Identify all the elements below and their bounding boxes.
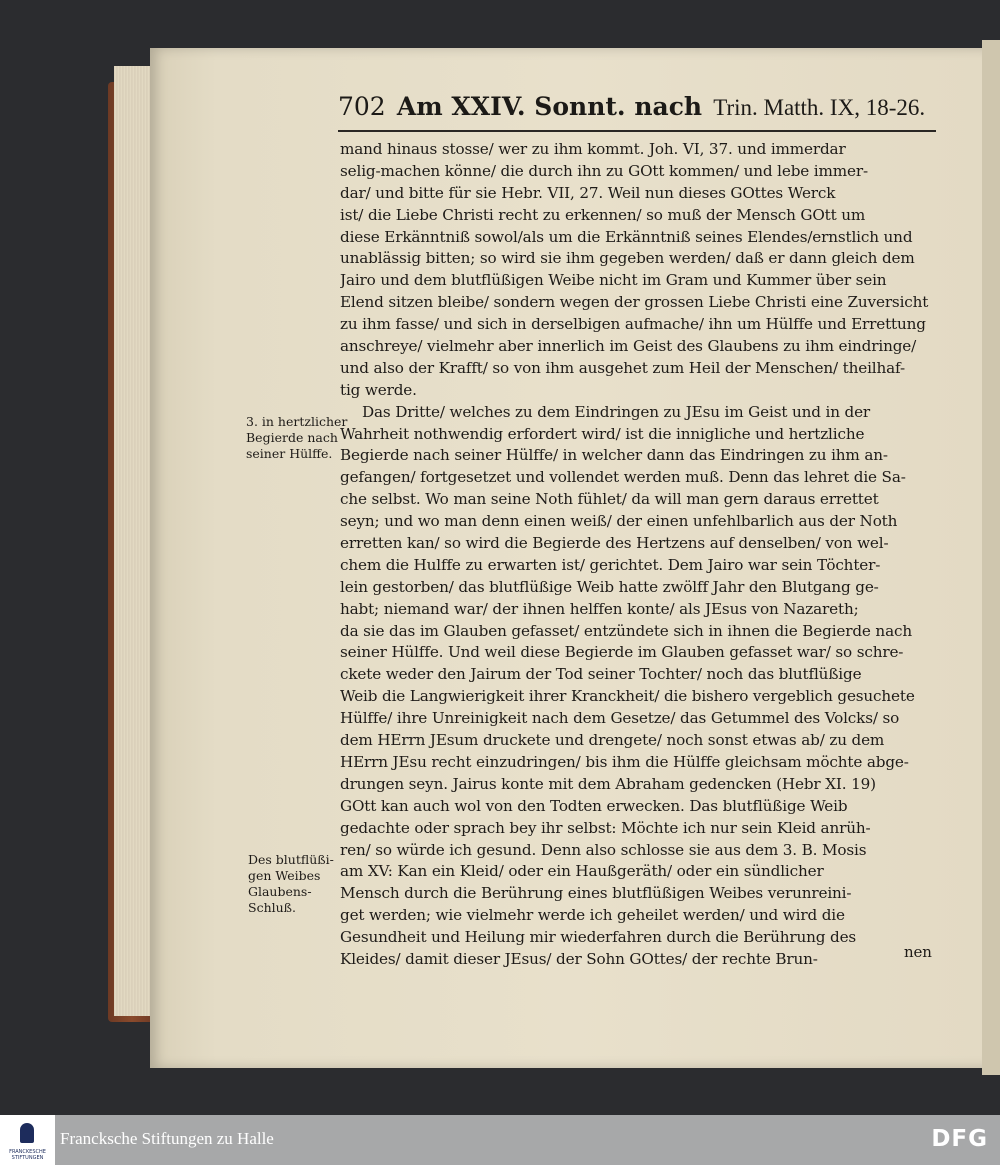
text-line: Jairo und dem blutflüßigen Weibe nicht im Gram und Kummer über sein — [340, 271, 887, 290]
header-rule — [338, 130, 936, 132]
text-line: selig-machen könne/ die durch ihn zu GOtt kommen/ und lebe immer- — [340, 161, 868, 180]
logo-text-line-2: STIFTUNGEN — [11, 1155, 44, 1161]
logo-text-line-1: FRANCKESCHE — [9, 1149, 46, 1155]
marginal-note-line: seiner Hülffe. — [246, 446, 333, 461]
text-line: Das Dritte/ welches zu dem Eindringen zu JEsu im Geist und in der — [362, 402, 871, 421]
running-head-title: Am XXIV. Sonnt. nach — [396, 92, 703, 121]
text-line: Wahrheit nothwendig erfordert wird/ ist die innigliche und hertzliche — [340, 424, 865, 443]
text-line: Kleides/ damit dieser JEsus/ der Sohn GOttes/ der rechte Brun- — [340, 949, 818, 968]
text-line: seiner Hülffe. Und weil diese Begierde im Glauben gefasset war/ so schre- — [340, 643, 904, 662]
text-line: und also der Krafft/ so von ihm ausgehet zum Heil der Menschen/ theilhaf- — [340, 358, 905, 377]
marginal-note-line: Glaubens- — [248, 884, 312, 899]
text-line: gedachte oder sprach bey ihr selbst: Möchte ich nur sein Kleid anrüh- — [340, 818, 871, 837]
dfg-logo[interactable]: DFG — [931, 1126, 988, 1152]
francke-logo[interactable] — [0, 1115, 55, 1165]
text-line: gefangen/ fortgesetzet und vollendet werden muß. Denn das lehret die Sa- — [340, 468, 906, 487]
text-line: Begierde nach seiner Hülffe/ in welcher dann das Eindringen zu ihm an- — [340, 446, 888, 465]
text-line: ist/ die Liebe Christi recht zu erkennen/ so muß der Mensch GOtt um — [340, 205, 866, 224]
marginal-note-line: Schluß. — [248, 900, 296, 915]
text-line: Gesundheit und Heilung mir wiederfahren durch die Berührung des — [340, 928, 857, 947]
body-text — [340, 139, 940, 971]
footer-title: Francksche Stiftungen zu Halle — [60, 1129, 274, 1148]
page-number: 702 — [338, 92, 386, 121]
running-head — [338, 92, 938, 132]
text-line: tig werde. — [340, 380, 417, 399]
text-line: ren/ so würde ich gesund. Denn also schlosse sie aus dem 3. B. Mosis — [340, 840, 867, 859]
text-line: dar/ und bitte für sie Hebr. VII, 27. Weil nun dieses GOttes Werck — [340, 183, 836, 202]
marginal-note-2 — [248, 852, 334, 916]
text-line: da sie das im Glauben gefasset/ entzündete sich in ihnen die Begierde nach — [340, 621, 912, 640]
facing-page-edge — [982, 40, 1000, 1075]
text-line: zu ihm fasse/ und sich in derselbigen aufmache/ ihn um Hülffe und Errettung — [340, 315, 926, 334]
marginal-note-line: 3. in hertzlicher — [246, 414, 348, 429]
text-line: Mensch durch die Berührung eines blutflüßigen Weibes verunreini- — [340, 884, 852, 903]
text-line: drungen seyn. Jairus konte mit dem Abraham gedencken (Hebr XI. 19) — [340, 774, 876, 793]
text-line: anschreye/ vielmehr aber innerlich im Geist des Glaubens zu ihm eindringe/ — [340, 337, 917, 356]
marginal-note-line: Begierde nach — [246, 430, 338, 445]
text-line: Elend sitzen bleibe/ sondern wegen der grossen Liebe Christi eine Zuversicht — [340, 293, 929, 312]
text-line: che selbst. Wo man seine Noth fühlet/ da will man gern daraus errettet — [340, 490, 879, 509]
marginal-note-1 — [246, 414, 347, 462]
text-line: unablässig bitten; so wird sie ihm gegeben werden/ daß er dann gleich dem — [340, 249, 915, 268]
marginal-note-line: Des blutflüßi- — [248, 852, 334, 867]
footer-bar — [0, 1115, 1000, 1165]
running-head-reference: Trin. Matth. IX, 18-26. — [713, 95, 926, 120]
text-line: habt; niemand war/ der ihnen helffen konte/ als JEsus von Nazareth; — [340, 599, 859, 618]
text-line: mand hinaus stosse/ wer zu ihm kommt. Joh. VI, 37. und immerdar — [340, 140, 846, 158]
text-line: seyn; und wo man denn einen weiß/ der einen unfehlbarlich aus der Noth — [340, 512, 898, 531]
text-line: get werden; wie vielmehr werde ich geheilet werden/ und wird die — [340, 906, 845, 925]
text-line: HErrn JEsu recht einzudringen/ bis ihm die Hülffe gleichsam möchte abge- — [340, 752, 909, 771]
text-line: Weib die Langwierigkeit ihrer Kranckheit/ die bishero vergeblich gesuchete — [340, 687, 915, 706]
text-line: GOtt kan auch wol von den Todten erwecken. Das blutflüßige Weib — [340, 796, 848, 815]
text-line: erretten kan/ so wird die Begierde des Hertzens auf denselben/ von wel- — [340, 534, 889, 553]
text-line: diese Erkänntniß sowol/als um die Erkänntniß seines Elendes/ernstlich und — [340, 227, 913, 246]
marginal-note-line: gen Weibes — [248, 868, 321, 883]
francke-emblem-icon — [20, 1123, 34, 1143]
catchword: nen — [904, 943, 932, 961]
text-line: dem HErrn JEsum druckete und drengete/ noch sonst etwas ab/ zu dem — [340, 731, 885, 750]
text-line: lein gestorben/ das blutflüßige Weib hatte zwölff Jahr den Blutgang ge- — [340, 577, 879, 596]
text-line: ckete weder den Jairum der Tod seiner Tochter/ noch das blutflüßige — [340, 665, 862, 684]
text-line: Hülffe/ ihre Unreinigkeit nach dem Gesetze/ das Getummel des Volcks/ so — [340, 709, 900, 728]
text-line: chem die Hulffe zu erwarten ist/ gerichtet. Dem Jairo war sein Töchter- — [340, 555, 881, 574]
text-line: am XV: Kan ein Kleid/ oder ein Haußgeräth/ oder ein sündlicher — [340, 862, 824, 881]
